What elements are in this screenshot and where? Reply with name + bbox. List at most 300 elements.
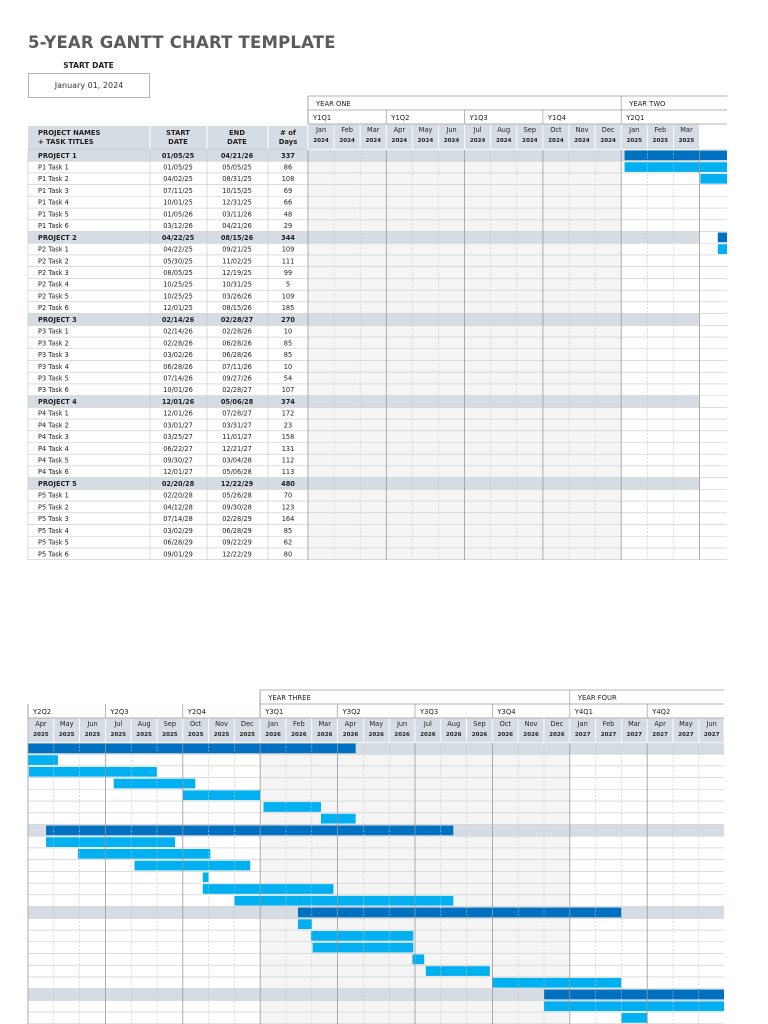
task-bar	[412, 954, 424, 964]
task-bar	[700, 174, 727, 184]
month-year-label: 2026	[394, 732, 410, 738]
month-year-label: 2026	[342, 732, 359, 738]
task-bar	[621, 1013, 647, 1023]
month-year-label: 2026	[471, 732, 488, 738]
month-label: Aug	[137, 720, 151, 728]
timeline-column	[673, 150, 699, 560]
month-year-label: 2026	[316, 732, 333, 738]
task-name: P5 Task 5	[38, 538, 69, 547]
month-label: Oct	[189, 720, 202, 728]
task-bar	[625, 162, 727, 172]
days-cell: 85	[283, 339, 293, 348]
end-date-cell: 12/21/27	[222, 444, 252, 453]
quarter-label: Y4Q2	[652, 708, 671, 716]
project-name: PROJECT 5	[38, 479, 77, 488]
month-label: Jul	[114, 720, 123, 728]
end-date-cell: 10/31/25	[222, 280, 252, 289]
days-cell: 109	[281, 245, 295, 254]
month-label: Jan	[315, 126, 327, 134]
end-date-cell: 02/28/27	[222, 386, 252, 395]
month-label: Feb	[602, 720, 615, 728]
task-bar	[203, 884, 334, 894]
column-header-start: START	[166, 129, 190, 137]
start-date-cell: 12/01/25	[163, 304, 193, 313]
month-year-label: 2024	[417, 138, 434, 144]
start-date-cell: 07/14/28	[163, 515, 193, 524]
month-label: Mar	[628, 720, 641, 728]
days-cell: 69	[283, 186, 293, 195]
task-bar	[321, 814, 356, 824]
task-name: P4 Task 3	[38, 433, 69, 442]
quarter-label: Y1Q1	[313, 114, 332, 122]
month-year-label: 2024	[469, 138, 486, 144]
timeline-column	[517, 150, 543, 560]
days-cell: 185	[281, 304, 295, 313]
timeline-column	[334, 150, 360, 560]
task-name: P3 Task 5	[38, 374, 69, 383]
month-label: Sep	[163, 720, 177, 728]
month-year-label: 2026	[368, 732, 385, 738]
task-name: P1 Task 5	[38, 210, 69, 219]
days-cell: 480	[281, 479, 295, 488]
month-label: Aug	[497, 126, 511, 134]
end-date-cell: 06/28/29	[222, 526, 252, 535]
start-date-cell: 01/05/26	[163, 210, 193, 219]
month-label: Dec	[550, 720, 564, 728]
month-label: May	[59, 720, 74, 728]
end-date-cell: 03/26/26	[222, 292, 252, 301]
task-name: P5 Task 1	[38, 491, 69, 500]
column-header-name: + TASK TITLES	[38, 138, 94, 146]
days-cell: 80	[283, 550, 293, 559]
task-name: P2 Task 5	[38, 292, 69, 301]
task-name: P1 Task 2	[38, 175, 69, 184]
end-date-cell: 12/19/25	[222, 269, 252, 277]
page-title: 5-YEAR GANTT CHART TEMPLATE	[28, 33, 336, 52]
end-date-cell: 02/28/26	[222, 327, 252, 336]
task-name: P4 Task 5	[38, 456, 69, 465]
start-date-cell: 04/12/28	[163, 503, 193, 512]
days-cell: 86	[283, 163, 293, 172]
task-name: P2 Task 6	[38, 304, 69, 313]
month-year-label: 2025	[58, 732, 75, 738]
month-year-label: 2025	[162, 732, 178, 738]
month-label: Mar	[367, 126, 380, 134]
timeline-column	[412, 150, 438, 560]
start-date-cell: 03/02/26	[163, 351, 193, 360]
quarter-label: Y2Q4	[187, 708, 206, 716]
timeline-column	[360, 150, 386, 560]
days-cell: 113	[281, 468, 295, 477]
project-bar	[28, 744, 356, 754]
start-date-cell: 06/22/27	[163, 444, 193, 453]
days-cell: 70	[283, 491, 293, 500]
month-label: Nov	[524, 720, 538, 728]
month-year-label: 2026	[549, 732, 565, 738]
timeline-column	[569, 150, 595, 560]
task-name: P5 Task 3	[38, 515, 69, 524]
quarter-label: Y3Q1	[265, 708, 284, 716]
end-date-cell: 12/22/29	[222, 550, 252, 559]
timeline-column	[465, 150, 491, 560]
task-name: P2 Task 3	[38, 269, 69, 277]
month-label: Jun	[396, 720, 408, 728]
month-year-label: 2027	[600, 732, 617, 738]
end-date-cell: 09/22/29	[222, 538, 252, 547]
start-date-cell: 07/11/25	[163, 186, 193, 195]
project-name: PROJECT 1	[38, 151, 77, 160]
year-label: YEAR THREE	[268, 694, 311, 702]
column-header-days: Days	[278, 138, 298, 146]
gantt-chart-page2	[0, 686, 768, 1024]
month-year-label: 2024	[522, 138, 538, 144]
task-bar	[28, 755, 58, 765]
start-date-value: January 01, 2024	[54, 81, 124, 90]
task-bar	[313, 943, 414, 953]
project-row-band	[308, 478, 700, 490]
month-label: Apr	[35, 720, 47, 728]
task-name: P1 Task 6	[38, 222, 69, 231]
timeline-column	[647, 150, 673, 560]
days-cell: 337	[281, 151, 295, 160]
project-bar	[718, 233, 727, 243]
project-name: PROJECT 3	[38, 315, 77, 324]
start-date-cell: 12/01/27	[163, 468, 193, 477]
start-date-cell: 02/14/26	[163, 327, 193, 336]
month-label: May	[679, 720, 693, 728]
year-label: YEAR FOUR	[577, 694, 617, 702]
end-date-cell: 04/21/26	[220, 151, 254, 160]
task-name: P1 Task 1	[38, 163, 69, 172]
task-name: P5 Task 4	[38, 526, 69, 535]
end-date-cell: 02/28/27	[220, 315, 254, 324]
end-date-cell: 05/06/28	[220, 397, 254, 406]
column-header-start: DATE	[168, 138, 188, 146]
start-date-cell: 10/25/25	[163, 292, 193, 301]
end-date-cell: 08/15/26	[222, 304, 252, 313]
days-cell: 109	[281, 292, 295, 301]
task-bar	[311, 931, 413, 941]
month-label: Apr	[654, 720, 666, 728]
start-date-cell: 12/01/26	[163, 409, 193, 418]
end-date-cell: 03/31/27	[222, 421, 252, 430]
month-label: Jun	[706, 720, 717, 728]
days-cell: 123	[281, 503, 295, 512]
task-name: P2 Task 2	[38, 257, 69, 266]
project-row-band	[308, 232, 700, 244]
task-bar	[426, 966, 490, 976]
month-year-label: 2026	[420, 732, 436, 738]
month-year-label: 2024	[443, 138, 460, 144]
task-name: P4 Task 4	[38, 444, 69, 453]
month-label: Jan	[577, 720, 588, 728]
start-date-cell: 07/14/26	[163, 374, 193, 383]
start-date-cell: 01/05/25	[163, 163, 193, 172]
end-date-cell: 05/26/28	[222, 491, 252, 500]
start-date-cell: 10/01/26	[163, 386, 193, 395]
project-bar	[46, 826, 453, 836]
days-cell: 10	[283, 327, 293, 336]
start-date-cell: 03/01/27	[163, 421, 193, 430]
month-label: Jun	[87, 720, 98, 728]
task-bar	[264, 802, 321, 812]
project-name: PROJECT 2	[38, 233, 77, 242]
task-name: P4 Task 2	[38, 421, 69, 430]
start-date-cell: 04/02/25	[163, 175, 193, 184]
days-cell: 54	[283, 374, 293, 383]
task-name: P5 Task 2	[38, 503, 69, 512]
start-date-cell: 04/22/25	[163, 245, 193, 254]
task-bar	[298, 919, 312, 929]
column-header-end: DATE	[227, 138, 247, 146]
end-date-cell: 12/31/25	[222, 198, 252, 207]
month-label: Feb	[341, 126, 353, 134]
task-bar	[29, 767, 157, 777]
month-label: Apr	[393, 126, 406, 134]
start-date-cell: 06/28/29	[163, 538, 193, 547]
end-date-cell: 07/11/26	[222, 362, 252, 371]
days-cell: 66	[283, 198, 293, 207]
task-name: P4 Task 1	[38, 409, 69, 418]
days-cell: 112	[281, 456, 295, 465]
month-year-label: 2026	[523, 732, 539, 738]
month-label: Mar	[680, 126, 693, 134]
task-name: P3 Task 6	[38, 386, 69, 395]
task-name: P3 Task 3	[38, 351, 69, 360]
end-date-cell: 11/02/25	[222, 257, 252, 266]
project-row-band	[308, 396, 700, 408]
task-name: P5 Task 6	[38, 550, 69, 559]
month-year-label: 2026	[497, 732, 514, 738]
end-date-cell: 12/22/29	[220, 479, 254, 488]
days-cell: 158	[281, 433, 295, 442]
quarter-label: Y1Q3	[469, 114, 488, 122]
days-cell: 131	[281, 444, 295, 453]
start-date-cell: 09/01/29	[163, 550, 193, 559]
month-year-label: 2025	[84, 732, 101, 738]
quarter-label: Y1Q4	[547, 114, 567, 122]
month-year-label: 2027	[626, 732, 643, 738]
task-name: P3 Task 2	[38, 339, 69, 348]
month-year-label: 2024	[495, 138, 512, 144]
start-date-cell: 03/25/27	[163, 433, 193, 442]
start-date-label: START DATE	[63, 61, 114, 70]
task-name: P2 Task 1	[38, 245, 69, 254]
year-label: YEAR TWO	[629, 100, 666, 108]
column-header-end: END	[229, 129, 245, 137]
days-cell: 5	[285, 280, 291, 289]
days-cell: 111	[281, 257, 295, 266]
month-label: Sep	[473, 720, 486, 728]
month-year-label: 2024	[391, 138, 408, 144]
month-year-label: 2025	[136, 732, 152, 738]
start-date-cell: 02/14/26	[161, 315, 195, 324]
quarter-label: Y1Q2	[391, 114, 410, 122]
timeline-column	[386, 150, 412, 560]
days-cell: 85	[283, 351, 293, 360]
end-date-cell: 05/05/25	[222, 163, 252, 172]
end-date-cell: 09/30/28	[222, 503, 252, 512]
month-year-label: 2027	[574, 732, 591, 738]
month-label: Jul	[423, 720, 432, 728]
start-date-cell: 08/05/25	[163, 269, 193, 277]
end-date-cell: 06/28/26	[222, 339, 252, 348]
project-name: PROJECT 4	[38, 397, 77, 406]
column-header-name: PROJECT NAMES	[38, 129, 101, 137]
month-year-label: 2027	[703, 732, 720, 738]
month-year-label: 2026	[265, 732, 281, 738]
start-date-cell: 04/22/25	[161, 233, 195, 242]
task-name: P1 Task 4	[38, 198, 69, 207]
month-year-label: 2025	[678, 138, 695, 144]
month-label: Aug	[447, 720, 461, 728]
quarter-label: Y2Q2	[33, 708, 52, 716]
task-bar	[234, 896, 453, 906]
month-year-label: 2026	[445, 732, 462, 738]
start-date-cell: 10/25/25	[163, 280, 193, 289]
quarter-label: Y3Q2	[342, 708, 361, 716]
month-year-label: 2025	[110, 732, 127, 738]
timeline-column	[621, 150, 647, 560]
month-label: Sep	[523, 126, 537, 134]
task-bar	[544, 1001, 724, 1011]
column-header-days: # of	[280, 129, 296, 137]
project-bar	[298, 908, 621, 918]
quarter-label: Y2Q3	[110, 708, 129, 716]
month-year-label: 2025	[626, 138, 643, 144]
days-cell: 107	[281, 386, 295, 395]
month-year-label: 2024	[600, 138, 616, 144]
month-year-label: 2024	[313, 138, 329, 144]
month-year-label: 2025	[187, 732, 204, 738]
task-bar	[203, 872, 209, 882]
days-cell: 23	[283, 421, 293, 430]
month-label: Oct	[550, 126, 562, 134]
task-name: P3 Task 4	[38, 362, 69, 371]
end-date-cell: 06/28/26	[222, 351, 252, 360]
year-label: YEAR ONE	[316, 100, 351, 108]
days-cell: 374	[281, 397, 295, 406]
start-date-cell: 03/12/26	[163, 222, 193, 231]
start-date-cell: 02/20/28	[163, 491, 193, 500]
days-cell: 29	[283, 222, 293, 231]
task-name: P1 Task 3	[38, 186, 69, 195]
start-date-cell: 03/02/29	[163, 526, 193, 535]
timeline-column	[491, 150, 517, 560]
end-date-cell: 08/31/25	[222, 175, 252, 184]
task-bar	[78, 849, 210, 859]
timeline-column	[308, 150, 334, 560]
task-name: P3 Task 1	[38, 327, 69, 336]
month-label: Dec	[240, 720, 254, 728]
end-date-cell: 09/21/25	[222, 245, 252, 254]
task-bar	[135, 861, 251, 871]
task-bar	[718, 244, 727, 254]
quarter-label: Y4Q1	[574, 708, 593, 716]
project-bar	[625, 151, 727, 161]
month-label: Oct	[499, 720, 512, 728]
end-date-cell: 10/15/25	[222, 186, 252, 195]
month-label: Jun	[446, 126, 457, 134]
days-cell: 172	[281, 409, 295, 418]
start-date-cell: 05/30/25	[163, 257, 193, 266]
start-date-cell: 09/30/27	[163, 456, 193, 465]
task-bar	[492, 978, 621, 988]
end-date-cell: 08/15/26	[220, 233, 254, 242]
month-label: Apr	[344, 720, 357, 728]
month-label: Jul	[473, 126, 482, 134]
month-label: May	[369, 720, 384, 728]
end-date-cell: 03/11/26	[222, 210, 252, 219]
start-date-cell: 12/01/26	[161, 397, 195, 406]
start-date-cell: 10/01/25	[163, 198, 193, 207]
month-year-label: 2024	[365, 138, 382, 144]
days-cell: 270	[281, 315, 295, 324]
month-label: Feb	[293, 720, 305, 728]
month-label: Dec	[601, 126, 615, 134]
quarter-label: Y3Q4	[497, 708, 516, 716]
days-cell: 10	[283, 362, 293, 371]
days-cell: 85	[283, 526, 293, 535]
task-bar	[46, 837, 175, 847]
month-label: Nov	[215, 720, 228, 728]
month-year-label: 2025	[213, 732, 230, 738]
end-date-cell: 11/01/27	[222, 433, 252, 442]
days-cell: 99	[283, 269, 293, 277]
days-cell: 108	[281, 175, 295, 184]
task-name: P4 Task 6	[38, 468, 69, 477]
month-year-label: 2027	[678, 732, 694, 738]
end-date-cell: 03/04/28	[222, 456, 252, 465]
month-label: Jan	[268, 720, 279, 728]
end-date-cell: 07/28/27	[222, 409, 252, 418]
month-label: Jan	[629, 126, 640, 134]
start-date-cell: 02/28/26	[163, 339, 193, 348]
start-date-cell: 06/28/26	[163, 362, 193, 371]
days-cell: 62	[283, 538, 293, 547]
end-date-cell: 02/28/29	[222, 515, 252, 524]
month-label: May	[418, 126, 433, 134]
end-date-cell: 04/21/26	[222, 222, 252, 231]
timeline-column	[439, 150, 465, 560]
end-date-cell: 05/06/28	[222, 468, 252, 477]
task-bar	[183, 790, 260, 800]
start-date-cell: 02/20/28	[161, 479, 195, 488]
timeline-column	[543, 150, 569, 560]
days-cell: 48	[283, 210, 293, 219]
month-year-label: 2025	[33, 732, 49, 738]
end-date-cell: 09/27/26	[222, 374, 252, 383]
month-year-label: 2026	[291, 732, 307, 738]
month-year-label: 2024	[339, 138, 355, 144]
days-cell: 164	[281, 515, 295, 524]
month-label: Mar	[318, 720, 331, 728]
month-year-label: 2027	[652, 732, 668, 738]
month-year-label: 2024	[548, 138, 564, 144]
month-year-label: 2025	[652, 138, 669, 144]
month-label: Feb	[654, 126, 667, 134]
days-cell: 344	[281, 233, 295, 242]
timeline-column	[595, 150, 621, 560]
project-row-band	[308, 314, 700, 326]
project-bar	[544, 990, 724, 1000]
month-label: Nov	[575, 126, 589, 134]
start-date-cell: 01/05/25	[161, 151, 195, 160]
quarter-label: Y3Q3	[420, 708, 439, 716]
quarter-label: Y2Q1	[626, 114, 645, 122]
task-name: P2 Task 4	[38, 280, 69, 289]
month-year-label: 2024	[574, 138, 590, 144]
